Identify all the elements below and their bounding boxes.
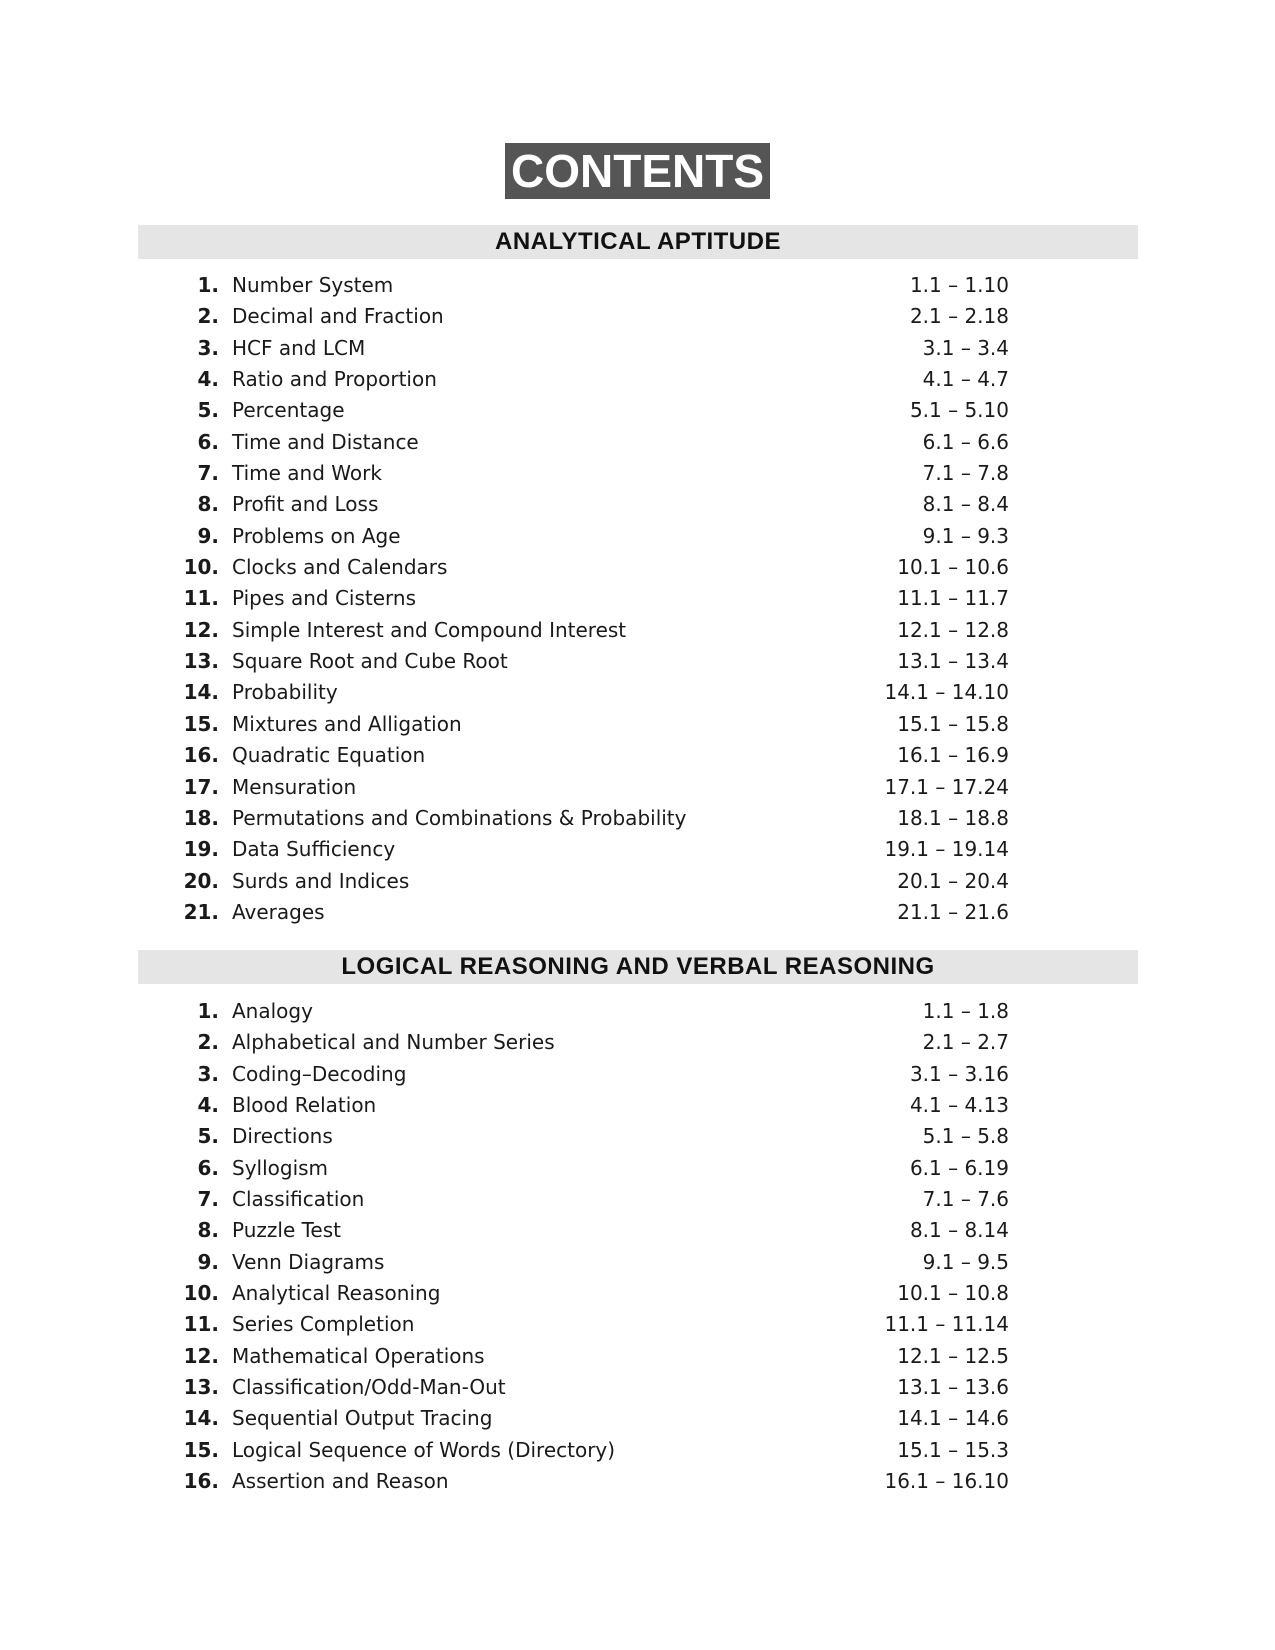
toc-entry-pages: 16.1 – 16.9: [897, 743, 1009, 768]
toc-entry: [0, 1215, 1275, 1246]
toc-entry-topic: Square Root and Cube Root: [232, 649, 508, 674]
toc-entry-pages: 14.1 – 14.6: [897, 1406, 1009, 1431]
toc-entry-topic: Mensuration: [232, 774, 357, 799]
toc-entry-topic: Decimal and Fraction: [232, 304, 444, 329]
toc-entry-number: 10.: [183, 555, 219, 580]
toc-entry: [0, 1309, 1275, 1340]
toc-entry-number: 14.: [183, 680, 219, 705]
toc-list-analytical-aptitude: [0, 270, 1275, 928]
toc-entry-pages: 16.1 – 16.10: [884, 1469, 1009, 1494]
toc-entry: [0, 1247, 1275, 1278]
toc-entry: [0, 866, 1275, 897]
toc-entry-pages: 7.1 – 7.6: [922, 1187, 1009, 1212]
toc-entry-pages: 15.1 – 15.8: [897, 711, 1009, 736]
toc-entry-topic: Time and Distance: [232, 429, 419, 454]
toc-entry-topic: Directions: [232, 1124, 333, 1149]
toc-entry-pages: 3.1 – 3.16: [909, 1061, 1009, 1086]
toc-entry: [0, 395, 1275, 426]
toc-entry-number: 12.: [183, 617, 219, 642]
title-container: [0, 143, 1275, 199]
toc-entry-pages: 12.1 – 12.8: [897, 617, 1009, 642]
toc-entry-number: 20.: [183, 868, 219, 893]
toc-entry-pages: 7.1 – 7.8: [922, 461, 1009, 486]
toc-entry-number: 15.: [183, 1437, 219, 1462]
toc-entry-number: 8.: [197, 1218, 219, 1243]
page-title: CONTENTS: [505, 143, 770, 199]
toc-entry-number: 4.: [197, 367, 219, 392]
section-heading-logical-reasoning: LOGICAL REASONING AND VERBAL REASONING: [138, 950, 1138, 984]
toc-entry-pages: 1.1 – 1.10: [909, 273, 1009, 297]
toc-entry: [0, 1121, 1275, 1152]
toc-entry-pages: 13.1 – 13.6: [897, 1375, 1009, 1400]
toc-entry-pages: 11.1 – 11.7: [897, 586, 1009, 611]
toc-entry-number: 13.: [183, 1375, 219, 1400]
toc-entry: [0, 646, 1275, 677]
toc-entry-number: 5.: [197, 398, 219, 423]
toc-entry-number: 17.: [183, 774, 219, 799]
toc-entry-number: 16.: [183, 743, 219, 768]
toc-entry: [0, 1059, 1275, 1090]
toc-entry-number: 2.: [197, 1030, 219, 1055]
toc-entry-topic: Data Sufficiency: [232, 837, 396, 862]
toc-entry-topic: Clocks and Calendars: [232, 555, 448, 580]
toc-entry: [0, 270, 1275, 301]
toc-entry: [0, 1466, 1275, 1497]
toc-entry-pages: 2.1 – 2.18: [909, 304, 1009, 329]
toc-entry-pages: 8.1 – 8.14: [909, 1218, 1009, 1243]
toc-entry-pages: 9.1 – 9.5: [922, 1249, 1009, 1274]
toc-entry-pages: 11.1 – 11.14: [884, 1312, 1009, 1337]
toc-entry: [0, 1184, 1275, 1215]
toc-list-logical-reasoning: [0, 996, 1275, 1498]
toc-entry-topic: Logical Sequence of Words (Directory): [232, 1437, 616, 1462]
toc-entry: [0, 458, 1275, 489]
toc-entry-topic: Sequential Output Tracing: [232, 1406, 493, 1431]
toc-entry-topic: Averages: [232, 899, 325, 924]
toc-entry-pages: 5.1 – 5.8: [922, 1124, 1009, 1149]
toc-entry-pages: 1.1 – 1.8: [922, 999, 1009, 1023]
toc-entry-pages: 6.1 – 6.6: [922, 429, 1009, 454]
toc-entry-topic: Syllogism: [232, 1155, 329, 1180]
toc-entry-pages: 10.1 – 10.8: [897, 1281, 1009, 1306]
toc-entry-number: 19.: [183, 837, 219, 862]
toc-entry-topic: Classification: [232, 1187, 365, 1212]
toc-entry: [0, 333, 1275, 364]
toc-entry-number: 1.: [197, 273, 219, 297]
toc-entry-number: 16.: [183, 1469, 219, 1494]
toc-entry-number: 9.: [197, 523, 219, 548]
toc-entry-number: 1.: [197, 999, 219, 1023]
toc-entry: [0, 521, 1275, 552]
toc-entry-number: 3.: [197, 1061, 219, 1086]
toc-entry-number: 12.: [183, 1343, 219, 1368]
toc-entry: [0, 552, 1275, 583]
toc-entry-topic: Mixtures and Alligation: [232, 711, 462, 736]
toc-entry: [0, 615, 1275, 646]
toc-entry-topic: Assertion and Reason: [232, 1469, 449, 1494]
toc-entry-topic: Analogy: [232, 999, 313, 1023]
toc-entry: [0, 740, 1275, 771]
toc-entry-topic: Puzzle Test: [232, 1218, 341, 1243]
toc-entry-topic: Number System: [232, 273, 394, 297]
toc-entry-pages: 19.1 – 19.14: [884, 837, 1009, 862]
toc-entry: [0, 1435, 1275, 1466]
toc-entry-number: 11.: [183, 586, 219, 611]
toc-entry-pages: 2.1 – 2.7: [922, 1030, 1009, 1055]
toc-entry-topic: Classification/Odd-Man-Out: [232, 1375, 506, 1400]
toc-entry: [0, 1372, 1275, 1403]
toc-entry-number: 13.: [183, 649, 219, 674]
toc-entry-pages: 4.1 – 4.7: [922, 367, 1009, 392]
toc-entry-pages: 21.1 – 21.6: [897, 899, 1009, 924]
toc-entry-pages: 3.1 – 3.4: [922, 335, 1009, 360]
toc-entry: [0, 583, 1275, 614]
toc-entry: [0, 677, 1275, 708]
toc-entry-topic: Coding–Decoding: [232, 1061, 407, 1086]
toc-entry-topic: Pipes and Cisterns: [232, 586, 416, 611]
toc-entry-topic: Time and Work: [232, 461, 382, 486]
toc-entry-number: 3.: [197, 335, 219, 360]
toc-entry-pages: 13.1 – 13.4: [897, 649, 1009, 674]
toc-entry-number: 11.: [183, 1312, 219, 1337]
toc-entry-number: 6.: [197, 1155, 219, 1180]
toc-entry: [0, 364, 1275, 395]
toc-entry-number: 15.: [183, 711, 219, 736]
toc-entry-pages: 17.1 – 17.24: [884, 774, 1009, 799]
toc-entry-number: 10.: [183, 1281, 219, 1306]
toc-entry-pages: 9.1 – 9.3: [922, 523, 1009, 548]
toc-entry-pages: 4.1 – 4.13: [909, 1093, 1009, 1118]
toc-entry-pages: 6.1 – 6.19: [909, 1155, 1009, 1180]
toc-entry: [0, 1403, 1275, 1434]
toc-entry: [0, 427, 1275, 458]
toc-entry-number: 21.: [183, 899, 219, 924]
toc-entry: [0, 803, 1275, 834]
toc-entry: [0, 709, 1275, 740]
section-heading-analytical-aptitude: ANALYTICAL APTITUDE: [138, 225, 1138, 259]
toc-entry-topic: Quadratic Equation: [232, 743, 426, 768]
toc-entry-number: 18.: [183, 805, 219, 830]
toc-entry-number: 9.: [197, 1249, 219, 1274]
toc-entry-topic: Problems on Age: [232, 523, 401, 548]
toc-entry-topic: Series Completion: [232, 1312, 415, 1337]
toc-entry-topic: Analytical Reasoning: [232, 1281, 441, 1306]
toc-entry: [0, 489, 1275, 520]
toc-entry-number: 8.: [197, 492, 219, 517]
toc-entry-pages: 15.1 – 15.3: [897, 1437, 1009, 1462]
toc-entry: [0, 834, 1275, 865]
toc-entry-topic: Simple Interest and Compound Interest: [232, 617, 627, 642]
toc-entry-pages: 18.1 – 18.8: [897, 805, 1009, 830]
toc-entry-pages: 12.1 – 12.5: [897, 1343, 1009, 1368]
toc-entry-topic: Probability: [232, 680, 338, 705]
toc-entry-number: 6.: [197, 429, 219, 454]
toc-entry-pages: 20.1 – 20.4: [897, 868, 1009, 893]
toc-entry: [0, 772, 1275, 803]
toc-entry-pages: 14.1 – 14.10: [884, 680, 1009, 705]
toc-entry-number: 7.: [197, 461, 219, 486]
toc-entry: [0, 301, 1275, 332]
toc-entry: [0, 1090, 1275, 1121]
toc-entry-topic: Ratio and Proportion: [232, 367, 437, 392]
toc-entry-topic: Venn Diagrams: [232, 1249, 385, 1274]
toc-entry-pages: 10.1 – 10.6: [897, 555, 1009, 580]
toc-entry-topic: Alphabetical and Number Series: [232, 1030, 555, 1055]
toc-entry-number: 14.: [183, 1406, 219, 1431]
toc-entry-topic: Blood Relation: [232, 1093, 377, 1118]
toc-entry-topic: Profit and Loss: [232, 492, 379, 517]
toc-entry-topic: HCF and LCM: [232, 335, 366, 360]
toc-entry-number: 2.: [197, 304, 219, 329]
toc-entry-number: 4.: [197, 1093, 219, 1118]
toc-entry-number: 5.: [197, 1124, 219, 1149]
toc-entry-topic: Mathematical Operations: [232, 1343, 485, 1368]
toc-entry: [0, 897, 1275, 928]
toc-entry: [0, 1153, 1275, 1184]
toc-entry: [0, 1027, 1275, 1058]
toc-entry: [0, 996, 1275, 1027]
toc-entry-topic: Surds and Indices: [232, 868, 410, 893]
toc-entry-number: 7.: [197, 1187, 219, 1212]
toc-entry-topic: Percentage: [232, 398, 345, 423]
toc-entry: [0, 1341, 1275, 1372]
toc-entry: [0, 1278, 1275, 1309]
toc-entry-topic: Permutations and Combinations & Probability: [232, 805, 687, 830]
toc-entry-pages: 8.1 – 8.4: [922, 492, 1009, 517]
toc-entry-pages: 5.1 – 5.10: [909, 398, 1009, 423]
